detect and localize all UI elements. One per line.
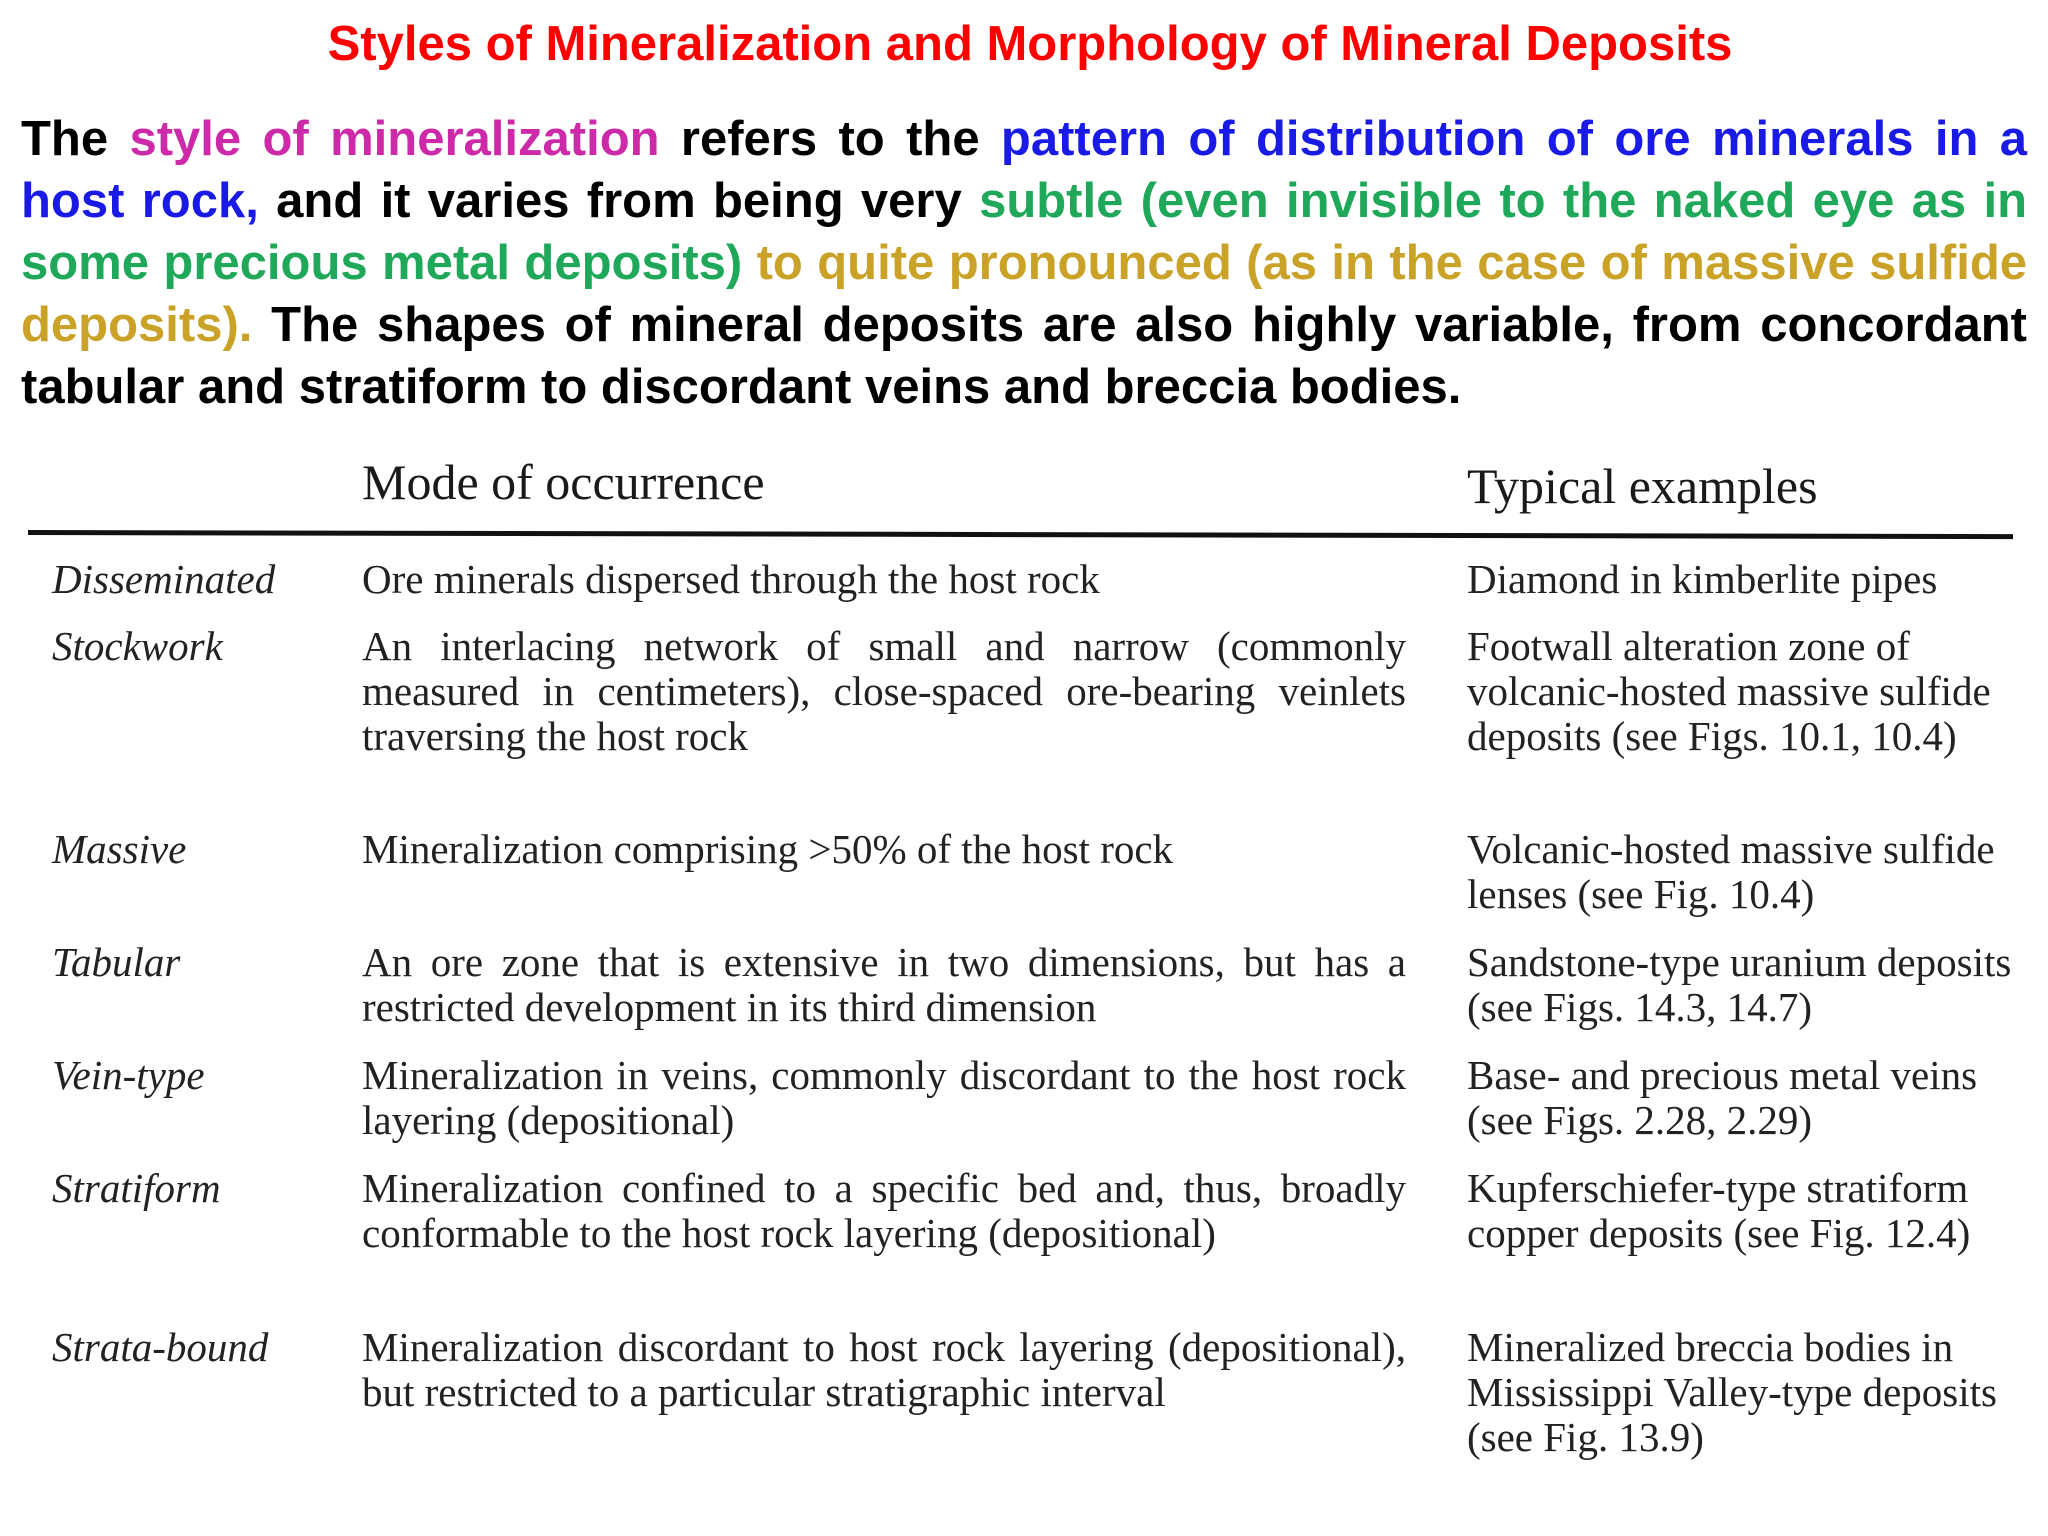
- intro-segment-pattern-definition: pattern of distribution of ore minerals in a host rock,: [21, 112, 2027, 228]
- header-rule: [28, 530, 2013, 539]
- mode-description: An interlacing network of small and narrow (commonly measured in centimeters), close-spaced ore-bearing veinlets traversing the host rock: [362, 623, 1406, 759]
- typical-example: Footwall alteration zone of volcanic-hosted massive sulfide deposits (see Figs. 10.1, 10.4): [1467, 623, 1991, 759]
- intro-segment-style-term: style of mineralization: [129, 112, 660, 166]
- mode-description: Mineralization discordant to host rock layering (depositional), but restricted to a particular stratigraphic interval: [362, 1324, 1406, 1415]
- typical-example: Mineralized breccia bodies in Mississippi Valley-type deposits (see Fig. 13.9): [1467, 1324, 1997, 1460]
- intro-segment: The: [21, 112, 130, 166]
- mode-description: Mineralization comprising >50% of the host rock: [362, 826, 1174, 872]
- mode-description: Mineralization in veins, commonly discordant to the host rock layering (depositional): [362, 1052, 1406, 1143]
- intro-segment-pronounced: to quite pronounced (as in the case of massive sulfide deposits).: [21, 236, 2027, 352]
- style-name: Tabular: [52, 939, 181, 985]
- intro-segment: and it varies from being very: [258, 174, 980, 228]
- typical-example: Base- and precious metal veins (see Figs. 2.28, 2.29): [1467, 1052, 1978, 1143]
- mode-description: Ore minerals dispersed through the host rock: [362, 556, 1100, 602]
- style-name: Stratiform: [52, 1165, 221, 1211]
- style-name: Disseminated: [52, 556, 276, 602]
- typical-example: Diamond in kimberlite pipes: [1467, 556, 1938, 602]
- typical-example: Sandstone-type uranium deposits (see Figs. 14.3, 14.7): [1467, 939, 2012, 1030]
- intro-segment: The shapes of mineral deposits are also highly variable, from concordant tabular and stratiform to discordant veins and breccia bodies.: [21, 298, 2027, 414]
- style-name: Vein-type: [52, 1052, 205, 1098]
- intro-segment: refers to the: [659, 112, 1001, 166]
- page-title: Styles of Mineralization and Morphology of Mineral Deposits: [327, 17, 1733, 71]
- mode-description: Mineralization confined to a specific bed and, thus, broadly conformable to the host rock layering (depositional): [362, 1165, 1406, 1256]
- typical-example: Volcanic-hosted massive sulfide lenses (see Fig. 10.4): [1467, 826, 1995, 917]
- style-name: Strata-bound: [52, 1324, 269, 1370]
- style-name: Massive: [52, 826, 187, 872]
- intro-segment-subtle: subtle (even invisible to the naked eye as in some precious metal deposits): [21, 174, 2027, 290]
- mode-description: An ore zone that is extensive in two dimensions, but has a restricted development in its third dimension: [362, 939, 1406, 1030]
- header-mode-of-occurrence: Mode of occurrence: [362, 454, 765, 510]
- style-name: Stockwork: [52, 623, 223, 669]
- header-typical-examples: Typical examples: [1467, 458, 1818, 514]
- intro-paragraph: [21, 108, 2027, 418]
- typical-example: Kupferschiefer-type stratiform copper deposits (see Fig. 12.4): [1467, 1165, 1971, 1256]
